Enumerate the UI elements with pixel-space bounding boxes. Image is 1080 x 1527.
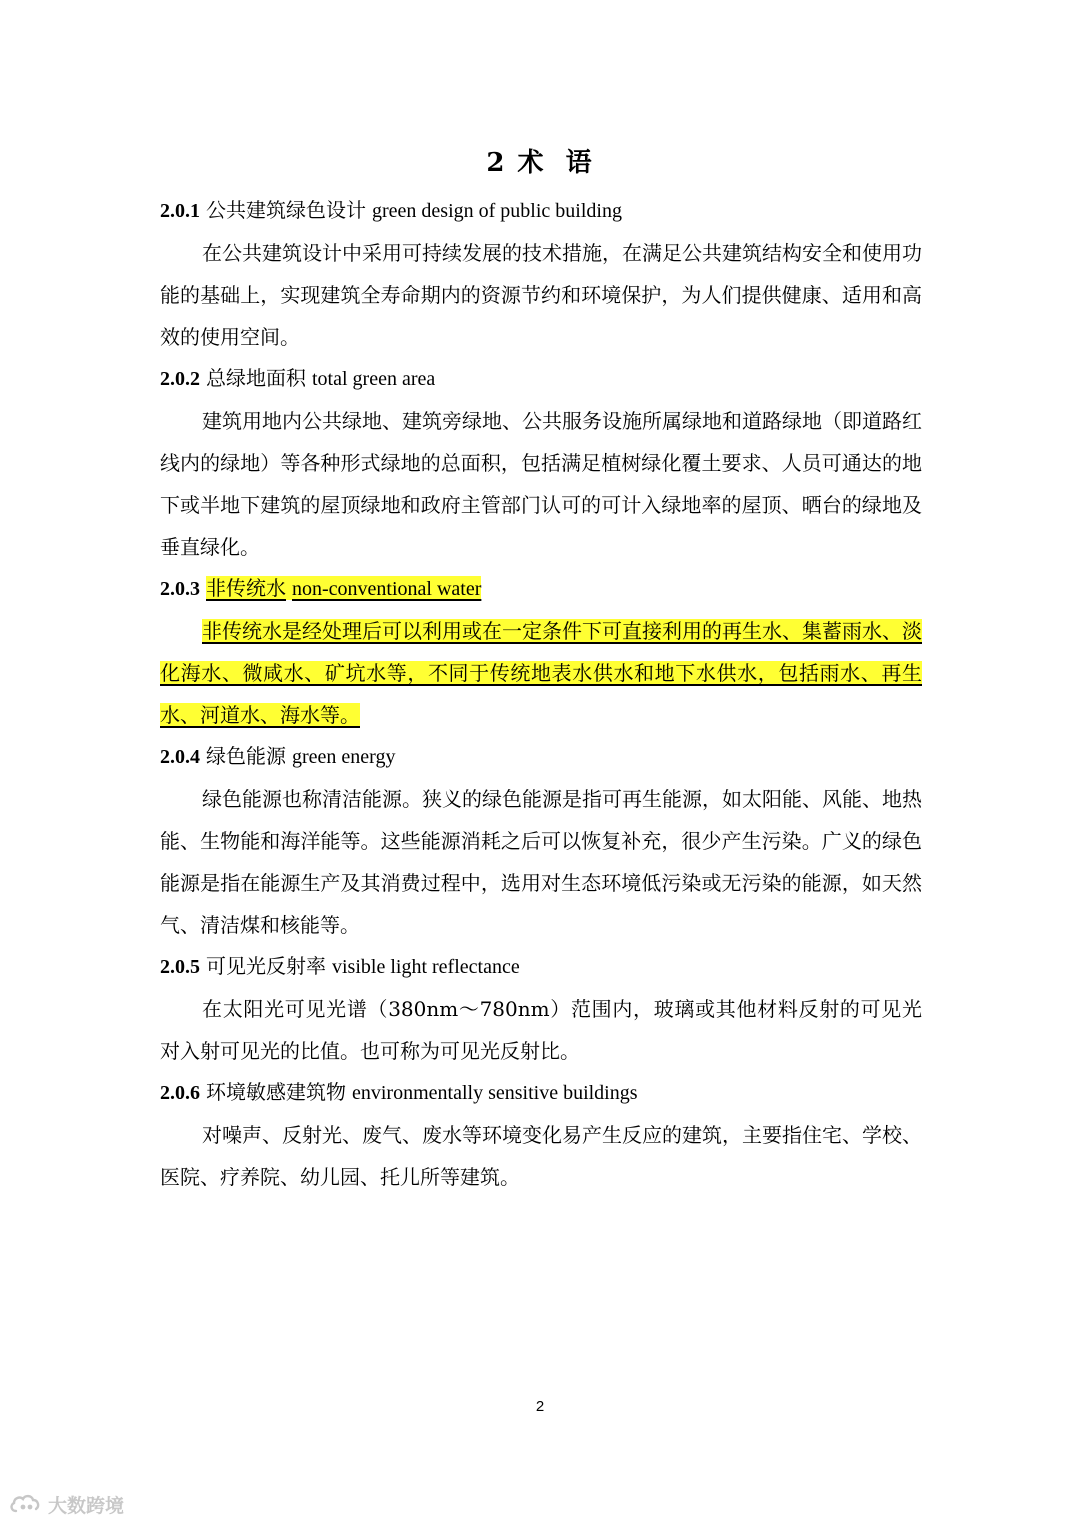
term-heading-2-0-2 (160, 358, 922, 400)
page-number: 2 (535, 1398, 545, 1415)
term-number: 2.0.1 (160, 200, 200, 222)
term-name-en: environmentally sensitive buildings (352, 1082, 638, 1104)
term-heading-2-0-5 (160, 946, 922, 988)
term-heading-2-0-3 (160, 568, 922, 610)
term-name-zh: 环境敏感建筑物 (206, 1080, 346, 1104)
term-definition-2-0-5: 在太阳光可见光谱（380nm～780nm）范围内，玻璃或其他材料反射的可见光对入射可见光的比值。也可称为可见光反射比。 (160, 997, 922, 1063)
term-name-zh: 绿色能源 (206, 744, 286, 768)
term-definition-2-0-3 (160, 610, 922, 736)
watermark (8, 1490, 124, 1518)
terms-list (160, 190, 922, 1198)
term-name-en: green design of public building (372, 200, 622, 222)
term-number: 2.0.5 (160, 956, 200, 978)
term-name-en: green energy (292, 746, 396, 768)
term-definition-2-0-6: 对噪声、反射光、废气、废水等环境变化易产生反应的建筑，主要指住宅、学校、医院、疗养院、幼儿园、托儿所等建筑。 (160, 1123, 922, 1189)
term-name-en: total green area (312, 368, 436, 390)
term-heading-2-0-6 (160, 1072, 922, 1114)
watermark-text: 大数跨境 (48, 1494, 125, 1517)
term-name-en: non-conventional water (292, 578, 482, 600)
term-number: 2.0.6 (160, 1082, 200, 1104)
chapter-title (0, 142, 1080, 179)
term-name-en: visible light reflectance (332, 956, 520, 978)
term-number: 2.0.4 (160, 746, 200, 768)
term-name-zh: 公共建筑绿色设计 (206, 198, 366, 222)
term-name-zh: 可见光反射率 (206, 954, 326, 978)
term-definition-2-0-4: 绿色能源也称清洁能源。狭义的绿色能源是指可再生能源，如太阳能、风能、地热能、生物能和海洋能等。这些能源消耗之后可以恢复补充，很少产生污染。广义的绿色能源是指在能源生产及其消费过程中，选用对生态环境低污染或无污染的能源，如天然气、清洁煤和核能等。 (160, 787, 922, 937)
term-name-zh: 总绿地面积 (206, 366, 306, 390)
term-definition-2-0-2: 建筑用地内公共绿地、建筑旁绿地、公共服务设施所属绿地和道路绿地（即道路红线内的绿地）等各种形式绿地的总面积，包括满足植树绿化覆土要求、人员可通达的地下或半地下建筑的屋顶绿地和政府主管部门认可的可计入绿地率的屋顶、晒台的绿地及垂直绿化。 (160, 409, 922, 559)
term-heading-2-0-1 (160, 190, 922, 232)
chapter-title-tail: 语 (565, 148, 594, 178)
term-heading-2-0-4 (160, 736, 922, 778)
term-name-zh: 非传统水 (206, 576, 286, 600)
term-number: 2.0.3 (160, 578, 200, 600)
highlighted-text: 非传统水是经处理后可以利用或在一定条件下可直接利用的再生水、集蓄雨水、淡化海水、微咸水、矿坑水等，不同于传统地表水供水和地下水供水，包括雨水、再生水、河道水、海水等。 (160, 619, 922, 727)
cloud-logo-icon (8, 1493, 42, 1515)
chapter-title-main: 2 术 (486, 148, 546, 178)
term-number: 2.0.2 (160, 368, 200, 390)
term-definition-2-0-1: 在公共建筑设计中采用可持续发展的技术措施，在满足公共建筑结构安全和使用功能的基础上，实现建筑全寿命期内的资源节约和环境保护，为人们提供健康、适用和高效的使用空间。 (160, 241, 922, 349)
